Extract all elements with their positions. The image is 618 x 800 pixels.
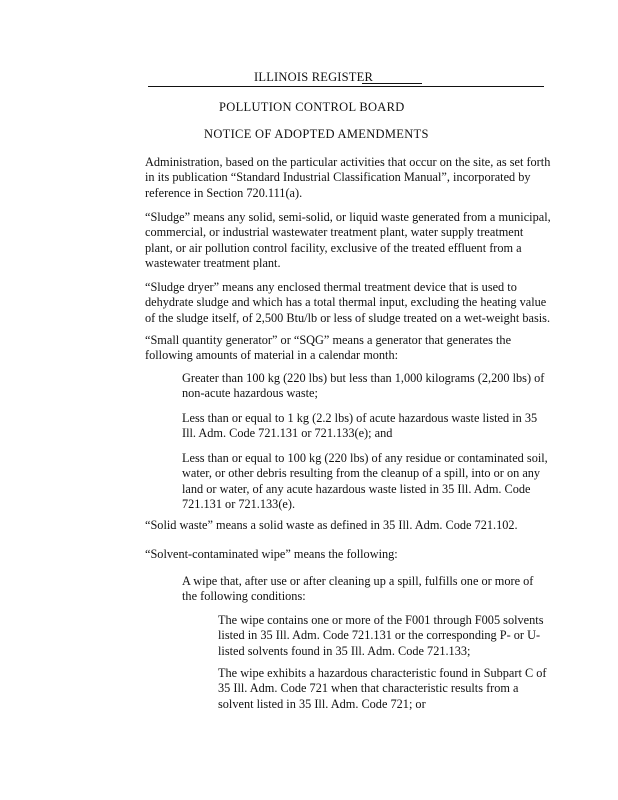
administration-paragraph: Administration, based on the particular activities that occur on the site, as set forth in its publication “Standard Industrial Classification Manual”, incorporated by reference in Section 720.111(a). xyxy=(145,155,551,200)
sludge-dryer-definition: “Sludge dryer” means any enclosed thermal treatment device that is used to dehydrate sludge and which has a total thermal input, excluding the heating value of the sludge itself, of 2,500 Btu/lb or less of sludge treated on a wet-weight basis. xyxy=(145,280,551,325)
wipe-intro: A wipe that, after use or after cleaning up a spill, fulfills one or more of the following conditions: xyxy=(182,574,534,604)
header-rule xyxy=(148,86,544,87)
wipe-condition-2: The wipe exhibits a hazardous characteristic found in Subpart C of 35 Ill. Adm. Code 721 when that characteristic results from a solvent listed in 35 Ill. Adm. Code 721; or xyxy=(218,666,547,711)
sqg-item-3: Less than or equal to 100 kg (220 lbs) of any residue or contaminated soil, water, or other debris resulting from the cleanup of a spill, into or on any land or water, of any acute hazardous waste listed in 35 Ill. Adm. Code 721.131 or 721.133(e). xyxy=(182,451,548,512)
board-name: POLLUTION CONTROL BOARD xyxy=(219,100,405,114)
wipe-condition-1: The wipe contains one or more of the F001 through F005 solvents listed in 35 Ill. Adm. Code 721.131 or the corresponding P- or U- listed solvents found in 35 Ill. Adm. Code 721.133; xyxy=(218,613,544,658)
sqg-definition: “Small quantity generator” or “SQG” means a generator that generates the following amounts of material in a calendar month: xyxy=(145,333,512,363)
sludge-definition: “Sludge” means any solid, semi-solid, or liquid waste generated from a municipal, commercial, or industrial wastewater treatment plant, water supply treatment plant, or air pollution control facility, exclusive of the treated effluent from a wastewater treatment plant. xyxy=(145,210,551,271)
sqg-item-2: Less than or equal to 1 kg (2.2 lbs) of acute hazardous waste listed in 35 Ill. Adm. Code 721.131 or 721.133(e); and xyxy=(182,411,538,441)
solid-waste-definition: “Solid waste” means a solid waste as defined in 35 Ill. Adm. Code 721.102. xyxy=(145,518,518,532)
solvent-wipe-definition: “Solvent-contaminated wipe” means the following: xyxy=(145,547,398,561)
sqg-item-1: Greater than 100 kg (220 lbs) but less than 1,000 kilograms (2,200 lbs) of non-acute hazardous waste; xyxy=(182,371,545,401)
notice-title: NOTICE OF ADOPTED AMENDMENTS xyxy=(204,127,429,141)
register-title: ILLINOIS REGISTER xyxy=(254,70,374,84)
header-underline xyxy=(362,83,422,84)
